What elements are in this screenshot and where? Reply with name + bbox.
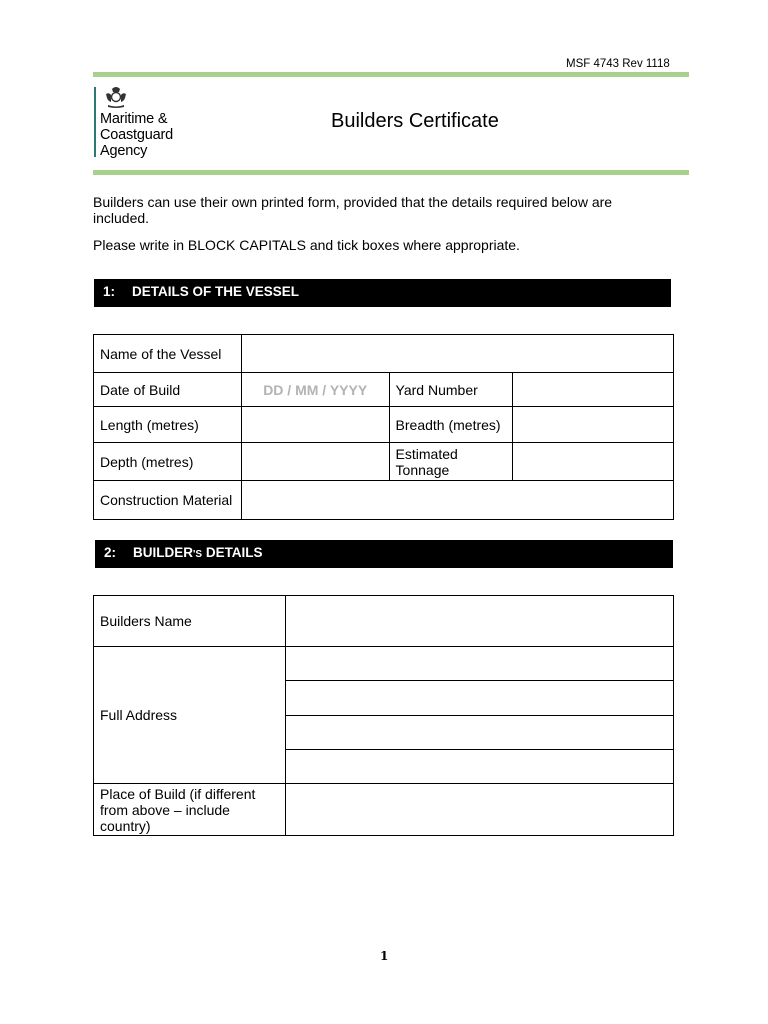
- depth-field[interactable]: [241, 443, 389, 481]
- royal-crest-icon: [104, 86, 128, 108]
- length-field[interactable]: [241, 407, 389, 443]
- builders-name-label: Builders Name: [94, 596, 286, 647]
- construction-material-field[interactable]: [241, 481, 673, 520]
- header-top-rule: [93, 72, 689, 77]
- table-row: [94, 373, 674, 407]
- table-row: [94, 407, 674, 443]
- vessel-name-field[interactable]: [241, 335, 673, 373]
- place-of-build-label-line1: Place of Build (if different: [100, 785, 256, 802]
- intro-paragraph: Builders can use their own printed form, provided that the details required below are included.: [93, 194, 613, 226]
- tonnage-field[interactable]: [513, 443, 674, 481]
- page-title: Builders Certificate: [331, 110, 499, 132]
- instruction-paragraph: Please write in BLOCK CAPITALS and tick boxes where appropriate.: [93, 237, 520, 253]
- place-of-build-label: [94, 784, 286, 836]
- section-2-number: 2:: [104, 545, 117, 560]
- page-number: 1: [380, 949, 389, 963]
- section-1-number: 1:: [103, 284, 116, 299]
- agency-logo-text: [100, 111, 173, 159]
- breadth-field[interactable]: [513, 407, 674, 443]
- section-1-title: DETAILS OF THE VESSEL: [132, 284, 300, 299]
- builder-details-table: [93, 595, 674, 836]
- table-row: [94, 443, 674, 481]
- table-row: [94, 335, 674, 373]
- agency-name-line3: Agency: [100, 143, 148, 159]
- header-bottom-rule: [93, 170, 689, 175]
- tonnage-label-line1: Estimated: [395, 445, 458, 462]
- place-of-build-label-line3: country): [100, 817, 151, 834]
- yard-number-label: Yard Number: [389, 373, 513, 407]
- section-2-header: [95, 540, 673, 568]
- address-line-2-field[interactable]: [285, 681, 673, 716]
- table-row: [94, 596, 674, 647]
- table-row: [94, 647, 674, 681]
- builders-name-field[interactable]: [285, 596, 673, 647]
- table-row: [94, 481, 674, 520]
- agency-name-line1: Maritime &: [100, 111, 168, 127]
- section-2-title-apostrophe: 'S: [193, 549, 203, 560]
- tonnage-label: [389, 443, 513, 481]
- yard-number-field[interactable]: [513, 373, 674, 407]
- table-row: [94, 784, 674, 836]
- section-2-title-prefix: BUILDER: [133, 545, 193, 560]
- section-1-header: [94, 279, 671, 307]
- construction-material-label: Construction Material: [94, 481, 242, 520]
- logo-divider: [94, 87, 96, 157]
- date-of-build-field[interactable]: DD / MM / YYYY: [241, 373, 389, 407]
- full-address-label: Full Address: [94, 647, 286, 784]
- address-line-3-field[interactable]: [285, 716, 673, 750]
- vessel-details-table: [93, 334, 674, 520]
- address-line-4-field[interactable]: [285, 750, 673, 784]
- breadth-label: Breadth (metres): [389, 407, 513, 443]
- vessel-name-label: Name of the Vessel: [94, 335, 242, 373]
- address-line-1-field[interactable]: [285, 647, 673, 681]
- place-of-build-label-line2: from above – include: [100, 801, 230, 818]
- date-of-build-label: Date of Build: [94, 373, 242, 407]
- place-of-build-field[interactable]: [285, 784, 673, 836]
- tonnage-label-line2: Tonnage: [395, 461, 450, 478]
- depth-label: Depth (metres): [94, 443, 242, 481]
- agency-name-line2: Coastguard: [100, 127, 173, 143]
- form-reference: MSF 4743 Rev 1118: [566, 58, 670, 70]
- length-label: Length (metres): [94, 407, 242, 443]
- section-2-title-suffix: DETAILS: [202, 545, 263, 560]
